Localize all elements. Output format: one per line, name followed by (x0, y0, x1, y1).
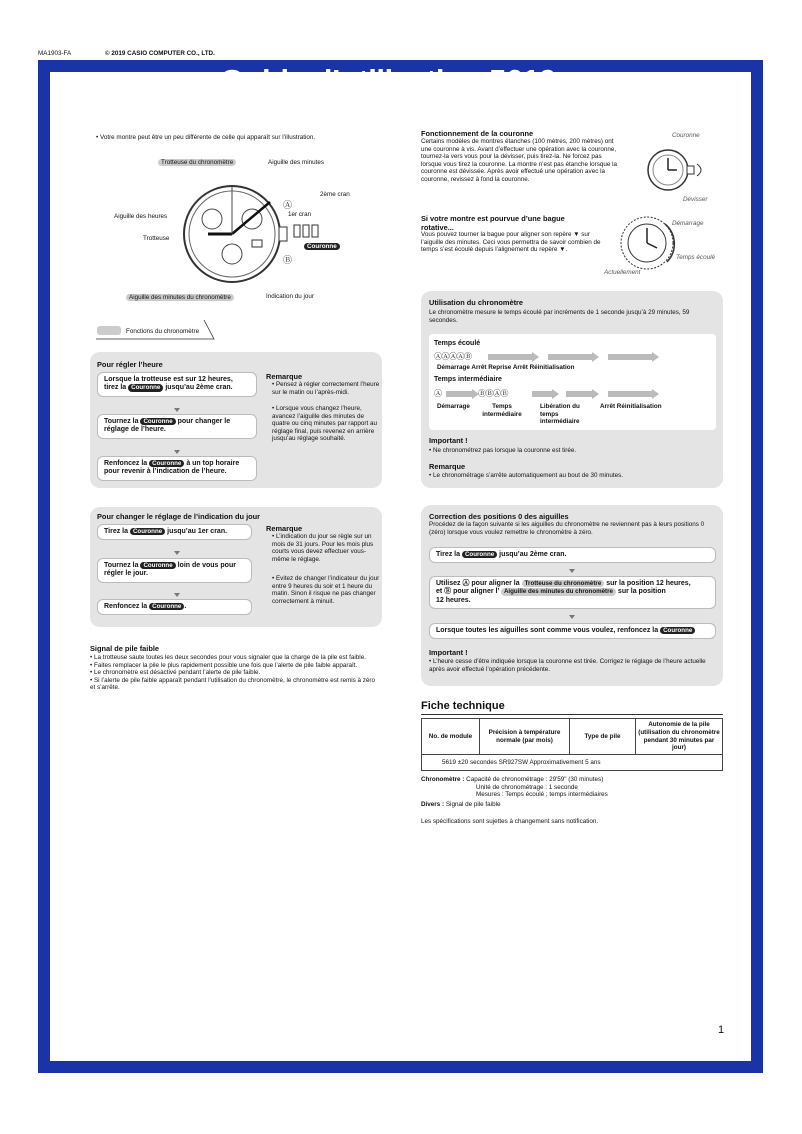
text: Ne chronométrez pas lorsque la couronne est tirée. (432, 447, 577, 454)
arrow-tip (652, 389, 659, 399)
spec-divers (421, 801, 500, 809)
legend-label: Fonctions du chronomètre (126, 328, 200, 335)
step-jour-3 (97, 599, 252, 615)
couronne-tag: Couronne (149, 460, 184, 467)
couronne-tag: Couronne (140, 562, 175, 569)
arrow-down (174, 593, 180, 597)
text: Unité de chronométrage : 1 seconde (476, 783, 578, 791)
section-title-heure: Pour régler l’heure (97, 360, 163, 369)
text: pour revenir à l’indication de l’heure. (104, 468, 227, 476)
label-temps-ecoule: Temps écoulé (676, 254, 715, 261)
table-header-row (422, 719, 723, 755)
chrono-title: Utilisation du chronomètre (429, 298, 524, 307)
fiche-title: Fiche technique (421, 700, 505, 712)
label-aiguille-min-chrono: Aiguille des minutes du chronomètre (126, 294, 234, 301)
spec-table (421, 718, 723, 771)
step-correction-2 (429, 576, 716, 609)
text: La trotteuse saute toutes les deux secondes pour vous signaler que la charge de la pile est faible. (93, 654, 366, 661)
arrow-down (569, 569, 575, 573)
text: jusqu’au 2ème cran. (499, 551, 567, 558)
list-item: • La trotteuse saute toutes les deux secondes pour vous signaler que la charge de la pile est faible. (90, 654, 366, 661)
lbl-demarrage: Démarrage (437, 403, 470, 410)
important-title: Important ! (429, 436, 468, 445)
arrow-tip (592, 352, 599, 362)
text: Signal de pile faible (445, 801, 501, 808)
couronne-tag: Couronne (140, 418, 175, 425)
text: 12 heures. (436, 596, 471, 604)
temps-inter-label: Temps intermédiaire (434, 376, 502, 383)
legend-underline (96, 318, 226, 340)
lbl-liberation: Libération du temps intermédiaire (540, 403, 580, 426)
spec-chrono (421, 776, 608, 799)
doc-code: MA1903-FA (38, 50, 72, 57)
text: loin de vous pour (177, 562, 236, 569)
text: Tirez la (104, 528, 128, 535)
text: Le chronométrage s’arrête automatiquement au bout de 30 minutes. (432, 472, 624, 479)
text: à un top horaire (186, 460, 240, 467)
button-b-label: Ⓑ (283, 255, 293, 265)
text: Renfoncez la (104, 460, 148, 467)
table-row-data: 5619 ±20 secondes SR927SW Approximativement 5 ans (422, 755, 723, 771)
grey-tag: Aiguille des minutes du chronomètre (501, 588, 616, 595)
table-header: No. de module (422, 719, 480, 755)
chrono-text: Le chronomètre mesure le temps écoulé par incréments de 1 seconde jusqu’à 29 minutes, 59 secondes. (429, 309, 690, 324)
table-header: Précision à température normale (par mois) (480, 719, 570, 755)
text: Renfoncez la (104, 603, 148, 610)
sequence-1-labels: Démarrage Arrêt Reprise Arrêt Réinitialisation (437, 364, 575, 371)
table-row (422, 755, 723, 771)
sequence-2b: ⒷⒷⒶⒷ (478, 389, 508, 398)
label-indication-jour: Indication du jour (266, 293, 314, 300)
couronne-text: Certains modèles de montres étanches (100 mètres, 200 mètres) ont une couronne à vis. Avant d’effectuer une opération avec la couronne, tournez-la vers vous pour la dévisser, puis tirez-la. Ne forcez pas lorsque vous tirez la couronne. La montre n’est pas étanche lorsque la couronne est dévissée. Après avoir effectué une opération avec la couronne, revissez à fond la couronne. (421, 138, 618, 183)
remarque-heure-2: • Lorsque vous changez l’heure, avancez l’aiguille des minutes de quatre ou cinq minutes par rapport au réglage final, puis revenez en arrière jusqu’au réglage souhaité. (272, 405, 378, 443)
correction-title: Correction des positions 0 des aiguilles (429, 512, 569, 521)
label-couronne-fig: Couronne (672, 132, 700, 139)
text: Tirez la (436, 551, 460, 558)
button-a-label: Ⓐ (283, 200, 293, 210)
rotating-bezel-icon (615, 212, 680, 274)
arrow-down (569, 615, 575, 619)
step-jour-1 (97, 524, 252, 540)
label-devisser: Dévisser (683, 196, 708, 203)
text: L’heure cesse d’être indiquée lorsque la couronne est tirée. Corrigez le réglage de l’heure actuelle après avoir effectué l’opération précédente. (429, 658, 706, 673)
text: Lorsque la trotteuse est sur 12 heures, (104, 376, 233, 383)
spec-label: Divers : (421, 801, 445, 808)
remarque-jour-1: • L’indication du jour se règle sur un mois de 31 jours. Pour les mois plus courts vous devez effectuer vous-même le réglage. (272, 533, 374, 563)
text: pour changer le (177, 418, 231, 425)
list-item: • Si l’alerte de pile faible apparaît pendant l’utilisation du chronomètre, le chronomètre est remis à zéro et s’arrête. (90, 676, 376, 692)
couronne-tag: Couronne (149, 603, 184, 610)
bague-text: Vous pouvez tourner la bague pour aligner son repère ▼ sur l’aiguille des minutes. Ceci vous permettra de savoir combien de temps s’est écoulé depuis l’alignement du repère ▼. (421, 231, 601, 254)
sequence-2a: Ⓐ (434, 389, 442, 398)
label-1er-cran: 1er cran (288, 211, 312, 218)
remarque-title: Remarque (429, 462, 466, 471)
text: jusqu’au 1er cran. (167, 528, 228, 535)
important-title: Important ! (429, 648, 468, 657)
text: sur la position 12 heures, (606, 580, 691, 587)
text: Utilisez Ⓐ pour aligner la (436, 580, 520, 587)
text: jusqu’au 2ème cran. (165, 384, 233, 392)
arrow-tip (592, 389, 599, 399)
page-title: Guide d’utilisation 5619 (220, 63, 556, 98)
crown-positions-icon (292, 222, 322, 240)
label-couronne: Couronne (304, 243, 340, 250)
lbl-temps-inter: Temps intermédiaire (482, 403, 522, 418)
pile-list (90, 654, 380, 692)
arrow-bar (608, 354, 652, 360)
list-item: • Faites remplacer la pile le plus rapidement possible une fois que l’alerte de pile faible apparaît. (90, 661, 358, 669)
couronne-tag: Couronne (130, 528, 165, 535)
section-title-jour: Pour changer le réglage de l’indication du jour (97, 512, 261, 521)
screw-crown-watch-icon (643, 140, 708, 200)
remarque-jour-2: • Evitez de changer l’indicateur du jour entre 9 heures du soir et 1 heure du matin. Sinon il risque ne pas changer correctement à minuit. (272, 575, 380, 605)
text: . (184, 603, 187, 610)
table-header: Autonomie de la pile (utilisation du chronomètre pendant 30 minutes par jour) (636, 719, 723, 755)
spec-note: Les spécifications sont sujettes à changement sans notification. (421, 818, 599, 825)
fiche-rule (421, 714, 723, 715)
correction-text: Procédez de la façon suivante si les aiguilles du chronomètre ne reviennent pas à leurs positions 0 (zéro) lorsque vous voulez remettre le chronomètre à zéro. (429, 521, 705, 536)
arrow-bar (566, 391, 592, 397)
couronne-tag: Couronne (462, 551, 497, 558)
step-correction-1 (429, 547, 716, 563)
step-jour-2 (97, 558, 252, 583)
label-2eme-cran: 2ème cran (320, 191, 350, 198)
intro-text: Votre montre peut être un peu différente de celle qui apparaît sur l’illustration. (99, 134, 316, 141)
arrow-tip (552, 389, 559, 399)
copyright: © 2019 CASIO COMPUTER CO., LTD. (105, 50, 215, 57)
text: tirez la (104, 384, 127, 392)
remarque-text: • Le chronométrage s’arrête automatiquement au bout de 30 minutes. (429, 472, 624, 479)
temps-ecoule-label: Temps écoulé (434, 340, 481, 347)
step-heure-3 (97, 456, 257, 481)
couronne-tag: Couronne (660, 627, 695, 634)
text: Tournez la (104, 562, 139, 569)
text: régler le jour. (104, 570, 148, 578)
table-header: Type de pile (570, 719, 636, 755)
text: et Ⓑ pour aligner l’ (436, 588, 500, 596)
arrow-bar (488, 354, 532, 360)
spec-label: Chronomètre : (421, 776, 465, 783)
label-demarrage: Démarrage (672, 220, 704, 227)
arrow-tip (532, 352, 539, 362)
arrow-bar (548, 354, 592, 360)
text: sur la position (617, 588, 666, 596)
arrow-down (174, 551, 180, 555)
arrow-tip (652, 352, 659, 362)
remarque-title: Remarque (266, 524, 303, 533)
label-aiguille-minutes: Aiguille des minutes (268, 159, 325, 166)
sequence-1: ⒶⒶⒶⒶⒷ (434, 352, 472, 361)
list-item: • Le chronomètre est désactivé pendant l’alerte de pile faible. (90, 669, 261, 677)
step-heure-1 (97, 372, 257, 397)
label-trotteuse: Trotteuse (143, 235, 170, 242)
remarque-title: Remarque (266, 372, 303, 381)
arrow-down (174, 450, 180, 454)
step-correction-3 (429, 623, 716, 639)
text: Le chronomètre est désactivé pendant l’alerte de pile faible. (93, 669, 261, 677)
label-aiguille-heures: Aiguille des heures (114, 213, 168, 220)
text: Pensez à régler correctement l’heure sur le matin ou l’après-midi. (272, 381, 380, 396)
important-text: • L’heure cesse d’être indiquée lorsque la couronne est tirée. Corrigez le réglage de l’heure actuelle après avoir effectué l’opération précédente. (429, 658, 706, 673)
text: Si l’alerte de pile faible apparaît pendant l’utilisation du chronomètre, le chronomètre est remis à zéro et s’arrête. (90, 676, 376, 692)
label-trotteuse-chrono: Trotteuse du chronomètre (158, 159, 236, 166)
brand-logo: CASIO (668, 77, 722, 94)
text: Tournez la (104, 418, 139, 425)
text: Faites remplacer la pile le plus rapidement possible une fois que l’alerte de pile faible apparaît. (93, 661, 358, 669)
watch-diagram (180, 172, 293, 297)
arrow-bar (532, 391, 552, 397)
text: Evitez de changer l’indicateur du jour entre 9 heures du soir et 1 heure du matin. Sinon il risque ne pas changer correctement à minuit. (272, 575, 380, 605)
step-heure-2 (97, 414, 257, 439)
important-text: • Ne chronométrez pas lorsque la couronne est tirée. (429, 447, 577, 454)
pile-title: Signal de pile faible (90, 644, 159, 653)
lbl-arret-reinit: Arrêt Réinitialisation (600, 403, 662, 410)
text: Mesures : Temps écoulé ; temps intermédiaires (476, 791, 608, 799)
text: L’indication du jour se règle sur un mois de 31 jours. Pour les mois plus courts vous devez effectuer vous-même le réglage. (272, 533, 374, 563)
arrow-bar (446, 391, 472, 397)
arrow-bar (608, 391, 652, 397)
remarque-heure-1: • Pensez à régler correctement l’heure sur le matin ou l’après-midi. (272, 381, 380, 396)
text: Lorsque vous changez l’heure, avancez l’aiguille des minutes de quatre ou cinq minutes par rapport au réglage final, puis revenez en arrière jusqu’au réglage souhaité. (272, 405, 378, 443)
arrow-down (174, 408, 180, 412)
intro-note: • Votre montre peut être un peu différente de celle qui apparaît sur l’illustration. (96, 134, 316, 141)
grey-tag: Trotteuse du chronomètre (522, 580, 605, 587)
couronne-tag: Couronne (128, 384, 163, 391)
couronne-title: Fonctionnement de la couronne (421, 129, 534, 138)
page-number: 1 (718, 1024, 725, 1036)
text: Capacité de chronométrage : 29'59" (30 minutes) (466, 776, 604, 783)
text: Lorsque toutes les aiguilles sont comme vous voulez, renfoncez la (436, 627, 659, 634)
text: réglage de l’heure. (104, 426, 166, 434)
bague-title: Si votre montre est pourvue d’une bague rotative... (421, 214, 565, 232)
label-actuellement: Actuellement (604, 269, 641, 276)
